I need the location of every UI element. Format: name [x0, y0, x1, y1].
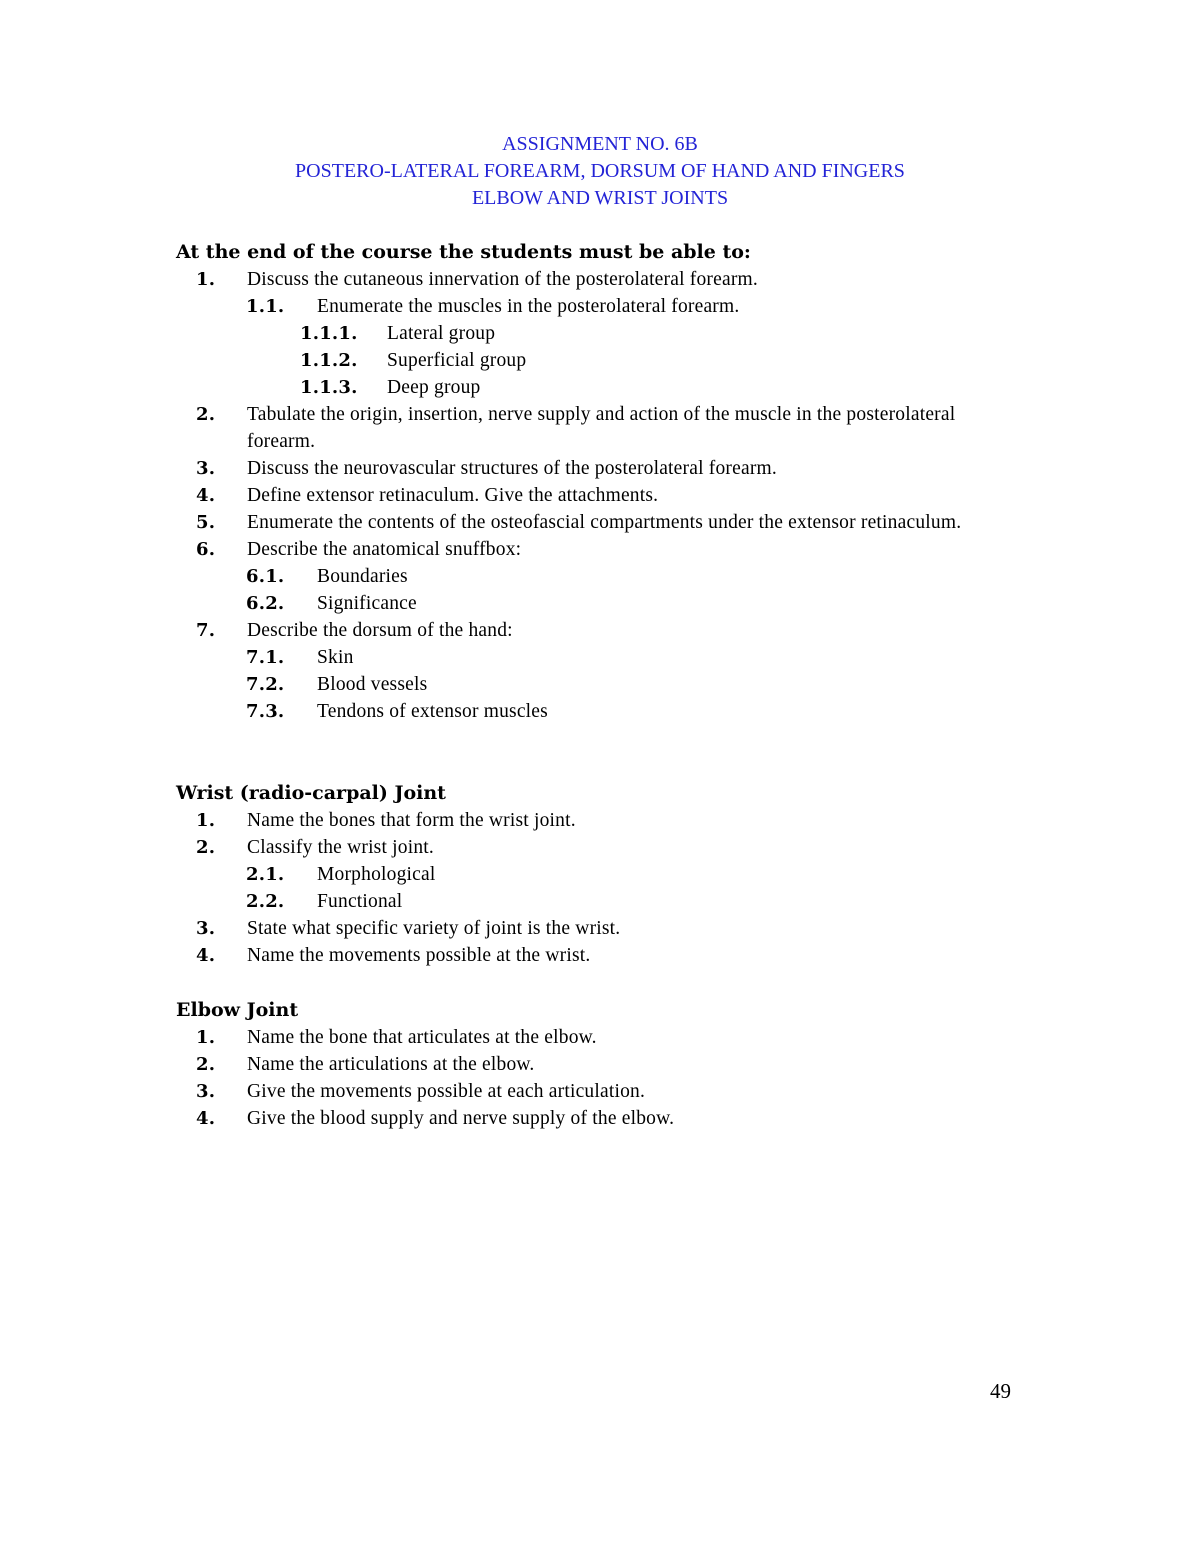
- item-text: Classify the wrist joint.: [247, 837, 434, 858]
- list-item: [176, 320, 1006, 347]
- item-number: 1.: [196, 269, 216, 290]
- list-item: [176, 509, 1006, 536]
- item-number: 1.1.2.: [300, 350, 358, 371]
- assignment-topic-title: POSTERO-LATERAL FOREARM, DORSUM OF HAND AND FINGERS: [295, 160, 905, 182]
- item-number: 3.: [196, 918, 216, 939]
- list-item: [176, 1051, 1006, 1078]
- list-item: [176, 942, 1006, 969]
- item-number: 7.1.: [246, 647, 285, 668]
- list-item: [176, 1078, 1006, 1105]
- list-item: [176, 563, 1006, 590]
- assignment-joints-title: ELBOW AND WRIST JOINTS: [471, 187, 729, 209]
- item-number: 7.: [196, 620, 216, 641]
- list-item: [176, 807, 1006, 834]
- item-text: Boundaries: [317, 566, 408, 587]
- item-text: State what specific variety of joint is the wrist.: [247, 918, 621, 939]
- item-number: 6.2.: [246, 593, 285, 614]
- list-item: [176, 455, 1006, 482]
- item-text: Significance: [317, 593, 417, 614]
- item-number: 4.: [196, 485, 216, 506]
- list-item: [176, 536, 1006, 563]
- item-text: Tabulate the origin, insertion, nerve supply and action of the muscle in the posterolateral forearm.: [247, 404, 956, 452]
- item-number: 3.: [196, 1081, 216, 1102]
- item-text: Enumerate the contents of the osteofascial compartments under the extensor retinaculum.: [247, 512, 962, 533]
- item-number: 1.1.3.: [300, 377, 358, 398]
- item-text: Skin: [317, 647, 354, 668]
- list-item: [176, 482, 1006, 509]
- list-item: [176, 888, 1006, 915]
- list-item: [176, 266, 1006, 293]
- item-text: Enumerate the muscles in the posterolateral forearm.: [317, 296, 740, 317]
- list-item: [176, 401, 1006, 455]
- item-text: Tendons of extensor muscles: [317, 701, 548, 722]
- item-number: 7.2.: [246, 674, 285, 695]
- list-item: [176, 617, 1006, 644]
- item-text: Name the articulations at the elbow.: [247, 1054, 535, 1075]
- list-item: [176, 671, 1006, 698]
- item-number: 2.2.: [246, 891, 285, 912]
- item-text: Blood vessels: [317, 674, 428, 695]
- item-number: 2.: [196, 404, 216, 425]
- list-item: [176, 644, 1006, 671]
- item-text: Superficial group: [387, 350, 527, 371]
- objectives-heading: At the end of the course the students must be able to:: [176, 241, 751, 263]
- list-item: [176, 1024, 1006, 1051]
- item-text: Discuss the neurovascular structures of the posterolateral forearm.: [247, 458, 777, 479]
- list-item: [176, 861, 1006, 888]
- item-number: 6.1.: [246, 566, 285, 587]
- item-text: Describe the anatomical snuffbox:: [247, 539, 522, 560]
- item-text: Deep group: [387, 377, 481, 398]
- objectives-section: [176, 239, 1006, 725]
- list-item: [176, 915, 1006, 942]
- elbow-joint-section: [176, 997, 1006, 1132]
- elbow-joint-heading: Elbow Joint: [176, 999, 299, 1021]
- list-item: [176, 347, 1006, 374]
- list-item: [176, 834, 1006, 861]
- list-item: [176, 698, 1006, 725]
- item-text: Give the blood supply and nerve supply of the elbow.: [247, 1108, 675, 1129]
- item-text: Give the movements possible at each articulation.: [247, 1081, 646, 1102]
- item-text: Lateral group: [387, 323, 496, 344]
- item-text: Functional: [317, 891, 403, 912]
- assignment-title-block: [0, 131, 1200, 212]
- item-number: 1.1.: [246, 296, 285, 317]
- item-number: 2.1.: [246, 864, 285, 885]
- list-item: [176, 374, 1006, 401]
- item-number: 6.: [196, 539, 216, 560]
- item-number: 2.: [196, 1054, 216, 1075]
- item-number: 1.1.1.: [300, 323, 358, 344]
- page-number: 49: [990, 1379, 1011, 1403]
- item-number: 5.: [196, 512, 216, 533]
- item-number: 1.: [196, 810, 216, 831]
- item-number: 3.: [196, 458, 216, 479]
- item-number: 1.: [196, 1027, 216, 1048]
- item-text: Define extensor retinaculum. Give the attachments.: [247, 485, 659, 506]
- item-text: Describe the dorsum of the hand:: [247, 620, 513, 641]
- assignment-number-title: ASSIGNMENT NO. 6B: [502, 133, 698, 155]
- item-number: 4.: [196, 1108, 216, 1129]
- list-item: [176, 293, 1006, 320]
- item-text: Morphological: [317, 864, 436, 885]
- item-number: 4.: [196, 945, 216, 966]
- item-text: Discuss the cutaneous innervation of the posterolateral forearm.: [247, 269, 758, 290]
- item-text: Name the bones that form the wrist joint.: [247, 810, 576, 831]
- item-text: Name the movements possible at the wrist.: [247, 945, 591, 966]
- list-item: [176, 1105, 1006, 1132]
- item-number: 2.: [196, 837, 216, 858]
- list-item: [176, 590, 1006, 617]
- wrist-joint-heading: Wrist (radio-carpal) Joint: [176, 782, 446, 804]
- item-text: Name the bone that articulates at the elbow.: [247, 1027, 597, 1048]
- item-number: 7.3.: [246, 701, 285, 722]
- wrist-joint-section: [176, 780, 1006, 969]
